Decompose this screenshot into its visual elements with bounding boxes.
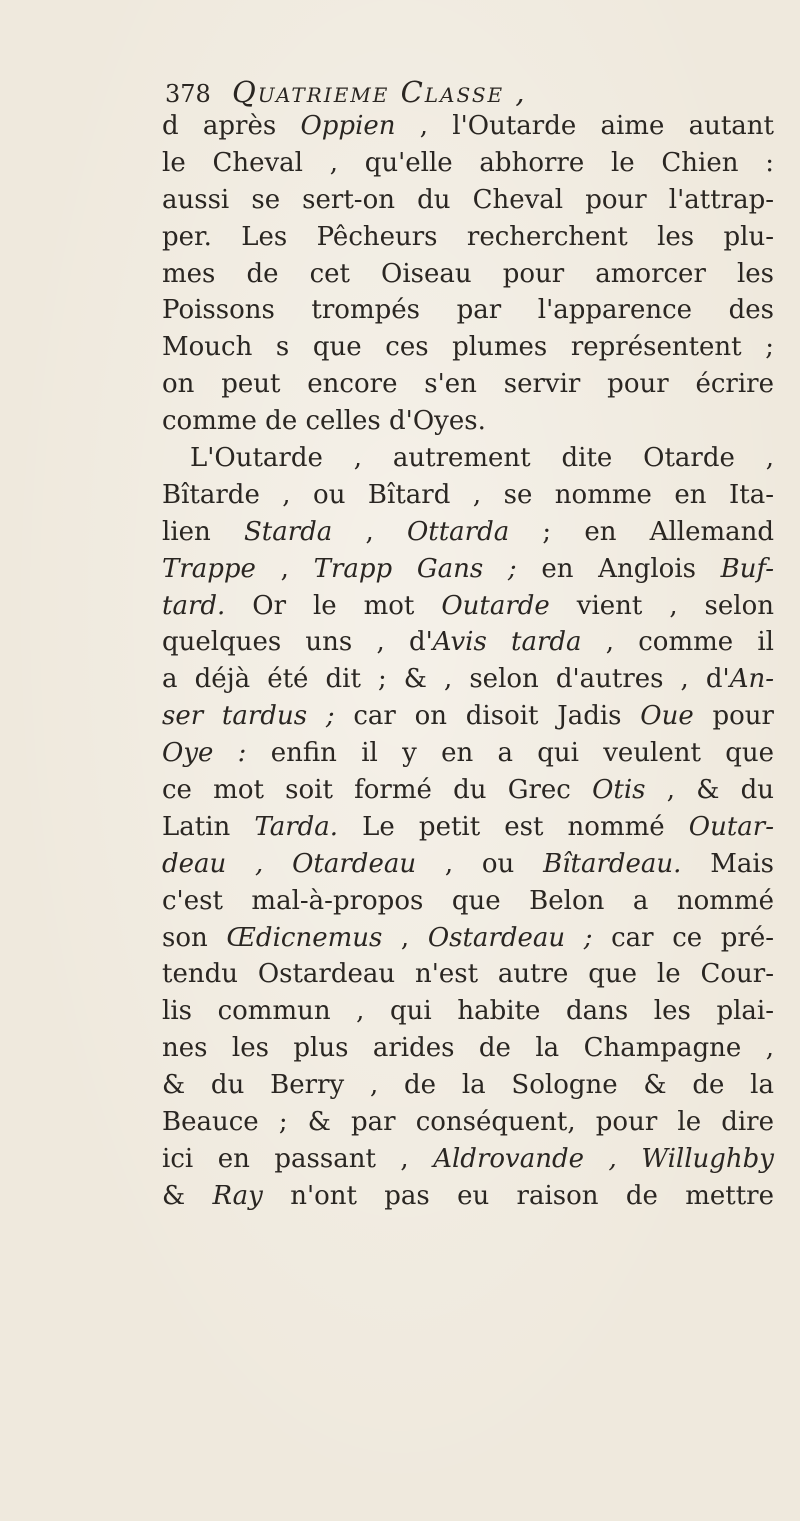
text-segment: vient , selon — [549, 590, 774, 621]
italic-text: Oye : — [162, 738, 247, 769]
text-line — [162, 1104, 774, 1141]
italic-text: Trapp Gans ; — [313, 553, 517, 584]
italic-text: Aldrovande , Willughby — [433, 1143, 774, 1174]
text-segment: car ce pré- — [592, 922, 775, 953]
italic-text: An- — [729, 664, 774, 695]
text-segment: aussi se sert-on du Cheval pour l'attrap- — [162, 184, 774, 215]
text-segment: & du Berry , de la Sologne & de la — [162, 1070, 774, 1101]
text-line — [162, 1067, 774, 1104]
text-segment: comme de celles d'Oyes. — [162, 406, 486, 437]
italic-text: Starda — [243, 516, 333, 547]
text-segment: d après — [162, 111, 301, 141]
italic-text: tard. — [162, 590, 226, 621]
text-segment: ici en passant , — [162, 1143, 434, 1174]
italic-text: Tarda. — [254, 811, 339, 842]
text-segment: le Cheval , qu'elle abhorre le Chien : — [162, 147, 774, 178]
text-segment: c'est mal-à-propos que Belon a nommé — [162, 885, 774, 916]
italic-text: Ostardeau ; — [427, 922, 593, 953]
text-segment: , l'Outarde aime autant — [395, 111, 774, 141]
text-segment: car on disoit Jadis — [334, 701, 641, 732]
running-title: Quatrieme Classe , — [232, 75, 527, 109]
text-segment: quelques uns , d' — [162, 627, 433, 658]
text-line — [162, 182, 774, 219]
italic-text: Oppien — [300, 111, 396, 141]
page-number: 378 — [165, 80, 211, 108]
text-line — [162, 145, 774, 182]
text-line — [162, 661, 774, 698]
text-segment: enfin il y en a qui veulent que — [246, 738, 775, 769]
italic-text: Avis tarda — [432, 627, 582, 658]
italic-text: Outarde — [441, 590, 550, 621]
text-line — [162, 292, 774, 329]
body-text — [162, 108, 774, 1215]
text-segment: Beauce ; & par conséquent, pour le dire — [162, 1107, 774, 1138]
text-segment: per. Les Pêcheurs recherchent les plu- — [162, 221, 774, 252]
text-segment: a déjà été dit ; & , selon d'autres , d' — [162, 664, 730, 695]
text-line — [162, 624, 774, 661]
italic-text: Buf- — [720, 553, 775, 584]
text-segment: & — [162, 1180, 213, 1211]
text-segment: lien — [162, 516, 244, 547]
text-line — [162, 772, 774, 809]
text-line — [162, 1030, 774, 1067]
text-line — [162, 219, 774, 256]
text-segment: Poissons trompés par l'apparence des — [162, 295, 774, 326]
text-segment: mes de cet Oiseau pour amorcer les — [162, 258, 774, 289]
text-line — [162, 698, 774, 735]
text-segment: , — [382, 922, 428, 953]
text-line — [162, 1178, 774, 1215]
text-segment: tendu Ostardeau n'est autre que le Cour- — [162, 959, 774, 990]
text-line — [162, 329, 774, 366]
italic-text: deau , Otardeau — [162, 848, 417, 879]
text-line — [162, 1141, 774, 1178]
italic-text: Otis — [592, 775, 646, 806]
text-line — [162, 735, 774, 772]
italic-text: Ray — [212, 1180, 263, 1211]
text-line — [162, 956, 774, 993]
text-line — [162, 477, 774, 514]
text-line — [162, 588, 774, 625]
text-line — [162, 920, 774, 957]
text-line — [162, 883, 774, 920]
italic-text: Bîtardeau. — [543, 848, 682, 879]
text-segment: , — [332, 516, 407, 547]
text-segment: Mouch s que ces plumes représentent ; — [162, 332, 774, 363]
text-segment: , comme il — [581, 627, 774, 658]
italic-text: Oue — [640, 701, 694, 732]
text-segment: L'Outarde , autrement dite Otarde , — [190, 443, 774, 474]
italic-text: Outar- — [688, 811, 774, 842]
text-segment: en Anglois — [516, 553, 721, 584]
text-segment: ; en Allemand — [509, 516, 775, 547]
text-segment: ce mot soit formé du Grec — [162, 775, 593, 806]
text-segment: Le petit est nommé — [338, 811, 689, 842]
italic-text: Œdicnemus — [226, 922, 383, 953]
text-segment: n'ont pas eu raison de mettre — [262, 1180, 774, 1211]
text-line — [162, 256, 774, 293]
text-line — [162, 551, 774, 588]
text-line — [162, 809, 774, 846]
text-segment: on peut encore s'en servir pour écrire — [162, 369, 774, 400]
text-line — [162, 366, 774, 403]
text-segment: , ou — [416, 848, 544, 879]
text-segment: Or le mot — [225, 590, 442, 621]
text-segment: Mais — [681, 848, 774, 879]
italic-text: ser tardus ; — [162, 701, 335, 732]
text-segment: son — [162, 922, 227, 953]
text-segment: , & du — [645, 775, 774, 806]
text-line — [162, 514, 774, 551]
text-segment: , — [255, 553, 314, 584]
text-line — [162, 440, 774, 477]
text-segment: pour — [693, 701, 774, 732]
text-segment: Latin — [162, 811, 255, 842]
text-segment: nes les plus arides de la Champagne , — [162, 1033, 774, 1064]
text-line — [162, 403, 774, 440]
text-line — [162, 993, 774, 1030]
text-segment: lis commun , qui habite dans les plai- — [162, 996, 774, 1027]
text-line — [162, 846, 774, 883]
italic-text: Trappe — [162, 553, 256, 584]
text-line — [162, 108, 774, 145]
text-segment: Bîtarde , ou Bîtard , se nomme en Ita- — [162, 479, 774, 510]
italic-text: Ottarda — [406, 516, 510, 547]
